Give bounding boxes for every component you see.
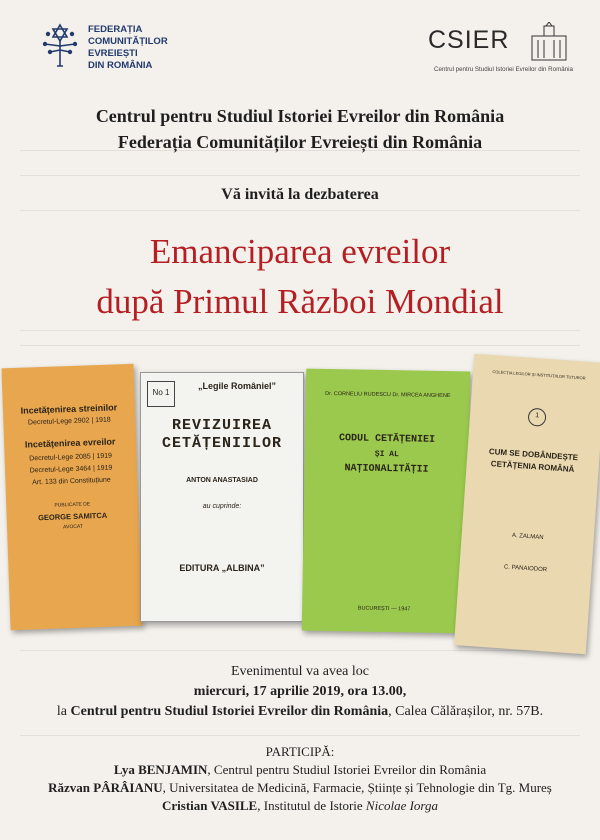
organizer-line-1: Centrul pentru Studiul Istoriei Evreilor din România — [95, 106, 505, 126]
doc2-editor: ANTON ANASTASIAD — [186, 477, 258, 484]
doc3-title-3: NAȚIONALITĂȚII — [344, 463, 429, 476]
doc4-author-2: C. PANAIODOR — [503, 564, 548, 574]
csier-logo-subtitle: Centrul pentru Studiul Istoriei Evreilor din România — [434, 66, 573, 73]
document-cover-3 — [302, 369, 471, 634]
doc4-title-2: CETĂȚENIA ROMÂNĂ — [490, 459, 575, 474]
doc1-line: GEORGE SAMITCA — [37, 510, 108, 523]
tree-of-life-icon — [40, 22, 80, 68]
doc4-number: 1 — [534, 412, 540, 420]
title-line-2: după Primul Război Mondial — [96, 282, 504, 321]
fcer-logo — [40, 22, 210, 72]
title-line-1: Emanciparea evreilor — [149, 232, 451, 271]
participant-1: Lya BENJAMIN, Centrul pentru Studiul Istoriei Evreilor din România — [113, 762, 487, 777]
participants-heading: PARTICIPĂ: — [265, 744, 335, 759]
doc1-line: AVOCAT — [63, 523, 84, 531]
doc1-line: Incetățenirea evreilor — [24, 436, 116, 450]
doc3-footer: BUCUREȘTI — 1947 — [357, 605, 411, 613]
doc1-line: Art. 133 din Constituțiune — [32, 476, 111, 487]
organizer-line-2: Federația Comunităților Evreiești din România — [117, 132, 483, 152]
building-icon — [524, 22, 574, 62]
doc3-title-2: ȘI AL — [374, 449, 399, 460]
doc4-title-1: CUM SE DOBÂNDEȘTE — [488, 447, 579, 463]
event-date: miercuri, 17 aprilie 2019, ora 13.00, — [193, 684, 407, 699]
document-cover-2 — [140, 372, 304, 622]
doc3-authors: Dr. CORNELIU RUDESCU Dr. MIRCEA ANGHENE — [325, 390, 451, 400]
csier-logo — [428, 26, 578, 80]
event-intro: Evenimentul va avea loc — [231, 664, 369, 679]
doc1-line: Decretul-Lege 2902 | 1918 — [27, 416, 111, 427]
doc2-contents-heading: au cuprinde: — [202, 503, 242, 510]
doc4-author: A. ZALMAN — [511, 532, 544, 542]
doc1-line: Decretul-Lege 2085 | 1919 — [29, 452, 113, 463]
document-cover-1 — [1, 364, 142, 630]
doc3-title-1: CODUL CETĂȚENIEI — [338, 433, 436, 446]
doc1-line: Incetățenirea streinilor — [20, 402, 118, 416]
doc2-title-1: REVIZUIREA — [171, 417, 272, 434]
doc2-number: No 1 — [152, 388, 170, 397]
doc2-title-2: CETĂȚENIILOR — [161, 435, 283, 452]
csier-logo-text: CSIER — [428, 26, 510, 54]
participant-2: Răzvan PÂRÂIANU, Universitatea de Medicină, Farmacie, Științe și Tehnologie din Tg. Mureș — [48, 780, 552, 795]
doc1-line: PUBLICATE DE — [54, 501, 91, 509]
doc1-line: Decretul-Lege 3464 | 1919 — [29, 464, 113, 475]
invite-text: Vă invită la dezbaterea — [221, 186, 379, 203]
doc4-series: COLECȚIA LEGILOR ȘI INSTITUȚIILOR TUTUROR — [492, 369, 586, 381]
document-cover-4 — [454, 354, 600, 654]
doc4-number-circle — [527, 408, 546, 427]
doc2-publisher: EDITURA „ALBINA” — [179, 563, 265, 573]
event-place: la Centrul pentru Studiul Istoriei Evreilor din România, Calea Călărașilor, nr. 57B. — [56, 704, 544, 719]
fcer-logo-text: FEDERAȚIA COMUNITĂȚILOR EVREIEȘTI DIN ROMÂNIA — [88, 24, 168, 71]
doc2-series: „Legile Româniel” — [197, 381, 277, 391]
participant-3: Cristian VASILE, Institutul de Istorie Nicolae Iorga — [161, 798, 439, 813]
